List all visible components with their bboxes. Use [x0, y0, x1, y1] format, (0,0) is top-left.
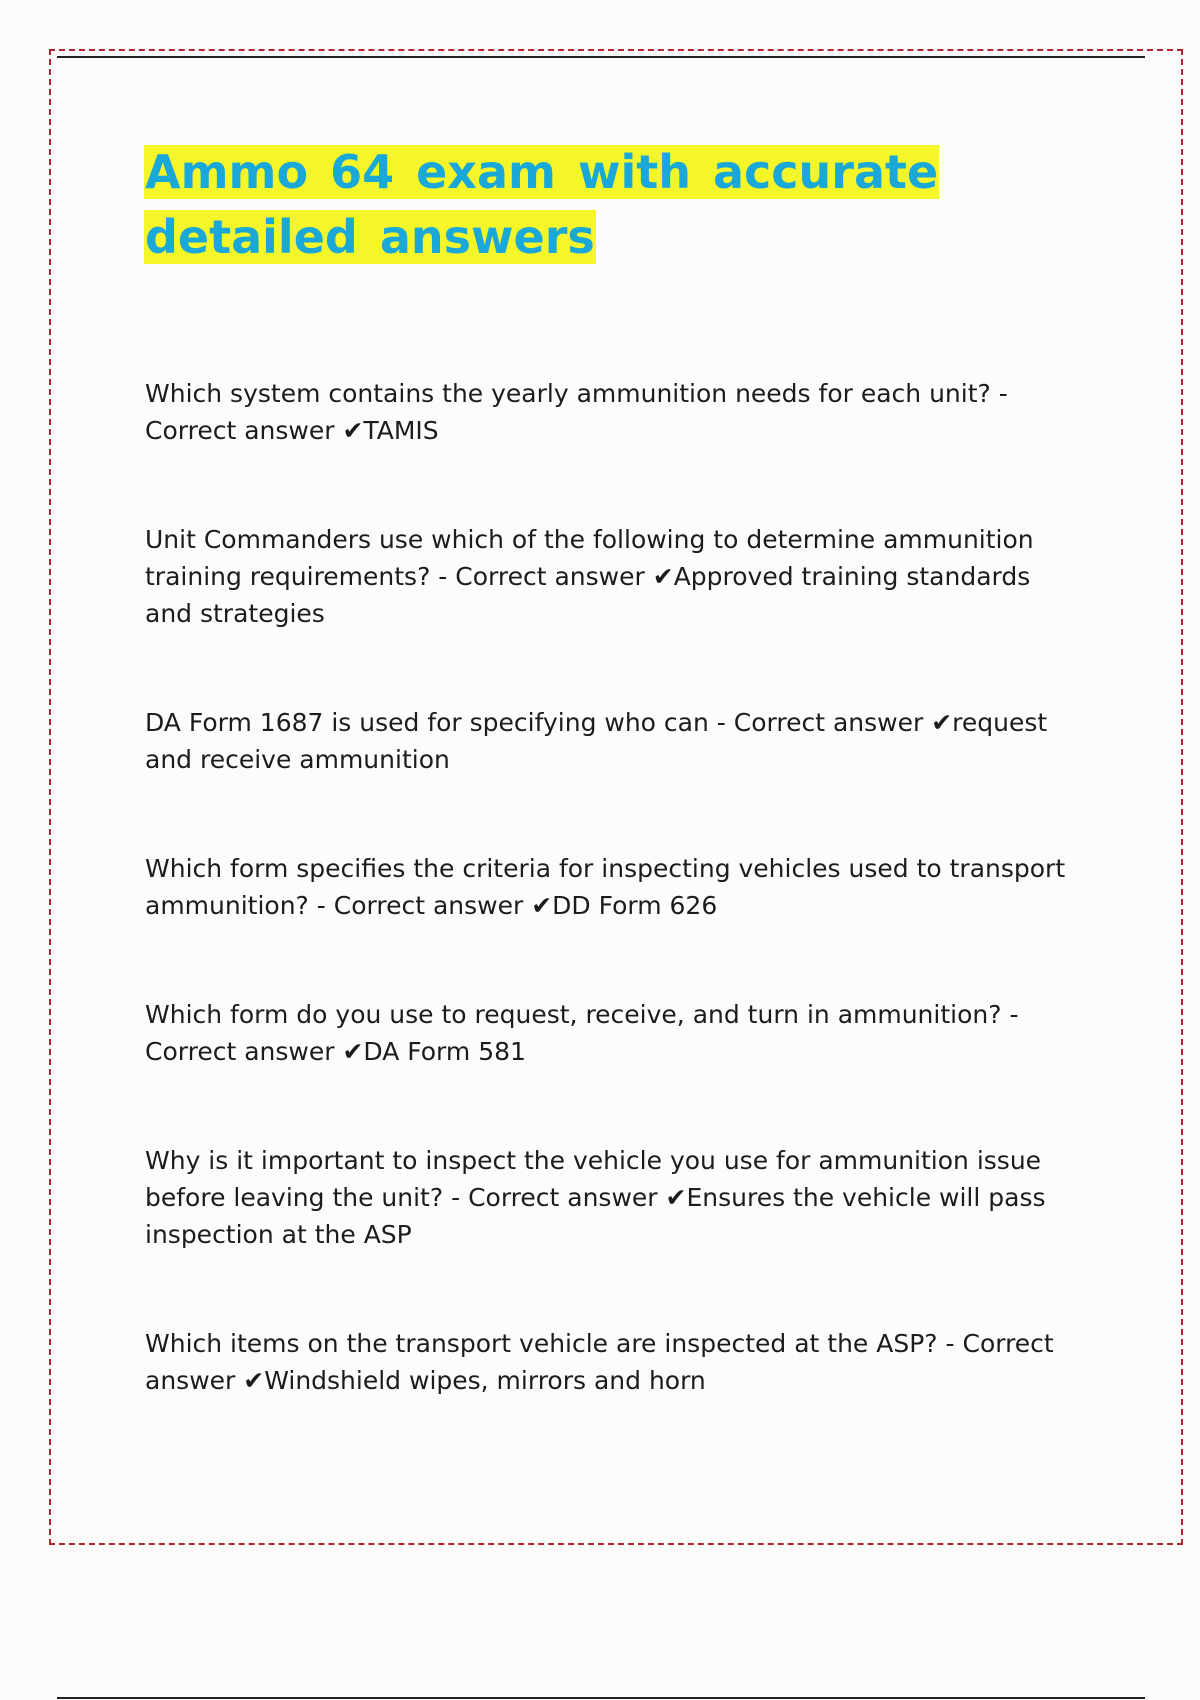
answer-text: DA Form 581 [363, 1037, 526, 1066]
check-mark-icon: ✔ [243, 1366, 265, 1395]
document-title [144, 140, 1044, 270]
qa-item: Which form do you use to request, receive, and turn in ammunition? - Correct answer ✔DA Form 581 [145, 1000, 1019, 1066]
title-line-2: detailed answers [145, 210, 595, 264]
check-mark-icon: ✔ [342, 416, 364, 445]
question-text: Which form do you use to request, receive, and turn in ammunition? [145, 1000, 1002, 1029]
check-mark-icon: ✔ [531, 891, 553, 920]
answer-text: TAMIS [363, 416, 439, 445]
qa-item: Which form specifies the criteria for inspecting vehicles used to transport ammunition? - Correct answer ✔DD Form 626 [145, 854, 1066, 920]
footer-rule [57, 1697, 1145, 1699]
qa-list [145, 375, 1085, 1399]
answer-text: request and receive ammunition [145, 708, 1048, 774]
check-mark-icon: ✔ [342, 1037, 364, 1066]
answer-prefix: Correct answer [455, 562, 645, 591]
answer-prefix: Correct answer [333, 891, 524, 920]
answer-text: Ensures the vehicle will pass inspection at the ASP [145, 1183, 1046, 1249]
question-text: Unit Commanders use which of the following to determine ammunition training requirements? [145, 525, 1034, 591]
answer-prefix: Correct answer [145, 1037, 335, 1066]
check-mark-icon: ✔ [665, 1183, 687, 1212]
title-line-1: Ammo 64 exam with accurate [145, 145, 939, 199]
question-text: Which form specifies the criteria for inspecting vehicles used to transport ammunition? [145, 854, 1066, 920]
answer-text: Approved training standards and strategies [145, 562, 1031, 628]
qa-item: Which system contains the yearly ammunition needs for each unit? - Correct answer ✔TAMIS [145, 379, 1008, 445]
answer-text: Windshield wipes, mirrors and horn [264, 1366, 706, 1395]
question-text: Which items on the transport vehicle are inspected at the ASP? [145, 1329, 938, 1358]
answer-prefix: Correct answer [468, 1183, 658, 1212]
answer-text: DD Form 626 [552, 891, 718, 920]
answer-prefix: Correct answer [733, 708, 924, 737]
question-text: DA Form 1687 is used for specifying who can [145, 708, 709, 737]
header-rule [57, 56, 1145, 58]
qa-item: Unit Commanders use which of the following to determine ammunition training requirements? - Correct answer ✔Approved training standards and strategies [145, 525, 1034, 628]
answer-prefix: Correct answer [145, 1329, 1054, 1395]
qa-item: Why is it important to inspect the vehicle you use for ammunition issue before leaving the unit? - Correct answer ✔Ensures the vehicle will pass inspection at the ASP [145, 1146, 1046, 1249]
check-mark-icon: ✔ [931, 708, 953, 737]
question-text: Which system contains the yearly ammunition needs for each unit? [145, 379, 991, 408]
qa-item: Which items on the transport vehicle are inspected at the ASP? - Correct answer ✔Windshield wipes, mirrors and horn [145, 1329, 1054, 1395]
answer-prefix: Correct answer [145, 416, 335, 445]
check-mark-icon: ✔ [652, 562, 674, 591]
qa-item: DA Form 1687 is used for specifying who can - Correct answer ✔request and receive ammunition [145, 708, 1048, 774]
question-text: Why is it important to inspect the vehicle you use for ammunition issue before leaving the unit? [145, 1146, 1042, 1212]
